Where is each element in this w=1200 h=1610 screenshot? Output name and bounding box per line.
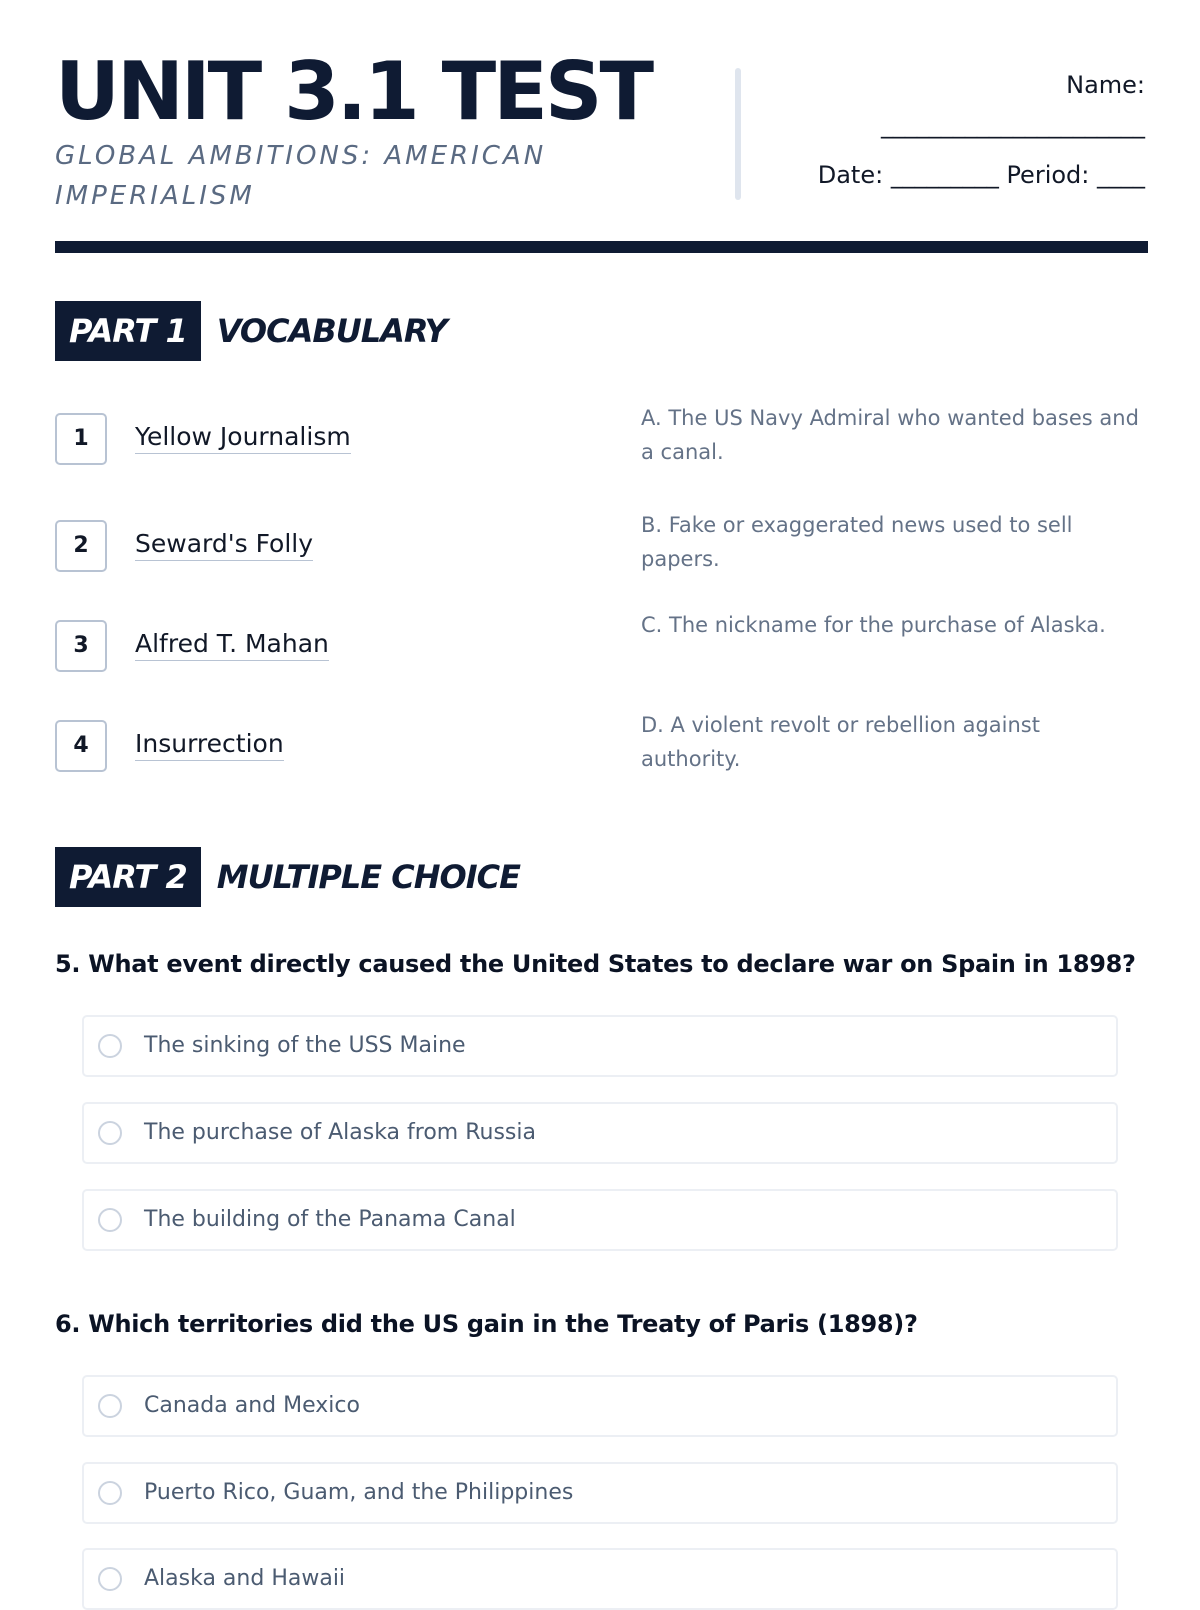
- vocab-row: [55, 512, 1145, 592]
- vocab-row: [55, 712, 1145, 792]
- vocab-term: Yellow Journalism: [135, 421, 351, 454]
- question-5: 5. What event directly caused the United States to declare war on Spain in 1898?: [55, 950, 1136, 978]
- answer-option[interactable]: [82, 1015, 1118, 1077]
- vocab-definition: D. A violent revolt or rebellion against authority.: [641, 713, 1040, 771]
- header-divider: [735, 68, 741, 200]
- radio-button-icon[interactable]: [98, 1034, 122, 1058]
- part1-title: VOCABULARY: [216, 312, 447, 350]
- answer-option[interactable]: [82, 1189, 1118, 1251]
- answer-option-text: Puerto Rico, Guam, and the Philippines: [144, 1480, 574, 1505]
- vocab-term: Seward's Folly: [135, 528, 313, 561]
- vocab-number-box[interactable]: 3: [55, 620, 107, 672]
- header-rule: [55, 241, 1148, 253]
- name-label: Name:: [1066, 71, 1145, 99]
- part2-heading: [55, 847, 520, 907]
- page-subtitle: GLOBAL AMBITIONS: AMERICAN IMPERIALISM: [55, 141, 547, 211]
- radio-button-icon[interactable]: [98, 1567, 122, 1591]
- answer-option-text: The building of the Panama Canal: [144, 1207, 516, 1232]
- answer-option-text: Canada and Mexico: [144, 1393, 360, 1418]
- vocab-number-box[interactable]: 4: [55, 720, 107, 772]
- vocab-definition: C. The nickname for the purchase of Alaska.: [641, 613, 1106, 637]
- answer-option[interactable]: [82, 1548, 1118, 1610]
- radio-button-icon[interactable]: [98, 1394, 122, 1418]
- test-header: [55, 45, 1145, 211]
- vocab-number-box[interactable]: 1: [55, 413, 107, 465]
- part1-tag: PART 1: [55, 301, 201, 361]
- page-title: UNIT 3.1 TEST: [55, 45, 652, 138]
- part2-tag: PART 2: [55, 847, 201, 907]
- student-info-fields: [785, 68, 1145, 192]
- radio-button-icon[interactable]: [98, 1481, 122, 1505]
- answer-option[interactable]: [82, 1462, 1118, 1524]
- answer-option[interactable]: [82, 1102, 1118, 1164]
- radio-button-icon[interactable]: [98, 1121, 122, 1145]
- vocab-row: [55, 612, 1145, 692]
- answer-option-text: The purchase of Alaska from Russia: [144, 1120, 536, 1145]
- vocab-definition: A. The US Navy Admiral who wanted bases and a canal.: [641, 406, 1139, 464]
- answer-option-text: The sinking of the USS Maine: [144, 1033, 466, 1058]
- question-6: 6. Which territories did the US gain in the Treaty of Paris (1898)?: [55, 1310, 918, 1338]
- vocab-term: Alfred T. Mahan: [135, 628, 329, 661]
- vocab-definition: B. Fake or exaggerated news used to sell papers.: [641, 513, 1073, 571]
- vocab-row: [55, 405, 1145, 485]
- part1-heading: [55, 301, 447, 361]
- answer-option-text: Alaska and Hawaii: [144, 1566, 346, 1591]
- vocab-term: Insurrection: [135, 728, 284, 761]
- part2-title: MULTIPLE CHOICE: [216, 858, 520, 896]
- date-period-field[interactable]: Date: _________ Period: ____: [817, 161, 1145, 189]
- name-field[interactable]: ______________________: [881, 111, 1145, 139]
- answer-option[interactable]: [82, 1375, 1118, 1437]
- radio-button-icon[interactable]: [98, 1208, 122, 1232]
- vocab-number-box[interactable]: 2: [55, 520, 107, 572]
